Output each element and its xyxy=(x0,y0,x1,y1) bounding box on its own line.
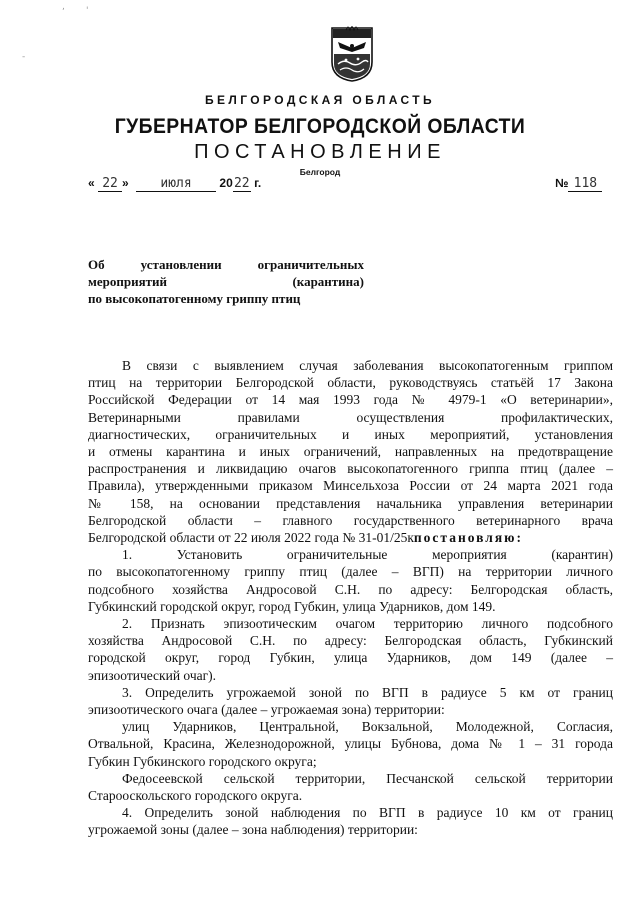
date-year-abbr: г. xyxy=(254,176,262,190)
body-line: по высокопатогенному гриппу птиц (далее – ВГП) на территории личного xyxy=(88,564,613,580)
body-line: городской округ, город Губкин, улица Ударников, дом 149 (далее – xyxy=(88,650,613,666)
decree-body xyxy=(88,357,613,839)
body-line: 2. Признать эпизоотическим очагом территорию личного подсобного xyxy=(122,616,613,632)
date-day: 22 xyxy=(98,177,122,192)
body-line: Российской Федерации от 14 мая 1993 года № 4979-1 «О ветеринарии», xyxy=(88,392,613,408)
body-line: № 158, на основании представления начальника управления ветеринарии xyxy=(88,495,613,511)
subject-line: по высокопатогенному гриппу птиц xyxy=(88,291,301,306)
subject-line: Об установлении ограничительных xyxy=(88,257,364,272)
body-line: Губкинский городской округ, город Губкин, улица Ударников, дом 149. xyxy=(88,598,496,614)
body-line: диагностических, ограничительных и иных мероприятий, установления xyxy=(88,426,613,442)
scan-mark: - xyxy=(22,52,26,62)
body-line: 3. Определить угрожаемой зоной по ВГП в радиусе 5 км от границ xyxy=(122,684,613,700)
date-year-suffix: 22 xyxy=(233,176,250,191)
body-line-text: Белгородской области от 22 июля 2022 года № 31-01/25к xyxy=(88,530,414,546)
date-open-quote: « xyxy=(88,176,95,190)
decree-subject xyxy=(88,256,364,307)
date-month: июля xyxy=(136,177,216,192)
body-line: Правила), утвержденными приказом Минсельхоза России от 24 марта 2021 года xyxy=(88,478,613,494)
body-line xyxy=(88,529,613,546)
body-line: эпизоотический очаг). xyxy=(88,667,217,683)
body-line: и отмены карантина и иных ограничений, направленных на предотвращение xyxy=(88,444,613,460)
body-line: Отвальной, Красина, Железнодорожной, улицы Бубнова, дома № 1 – 31 города xyxy=(88,736,613,752)
body-line: 4. Определить зоной наблюдения по ВГП в радиусе 10 км от границ xyxy=(122,805,613,821)
body-line: В связи с выявлением случая заболевания высокопатогенным гриппом xyxy=(122,358,613,373)
body-line: 1. Установить ограничительные мероприятия (карантин) xyxy=(122,547,613,563)
subject-line: мероприятий (карантина) xyxy=(88,274,364,289)
issue-city: Белгород xyxy=(299,167,341,177)
body-line: Губкин Губкинского городского округа; xyxy=(88,753,317,769)
scan-mark: , xyxy=(62,2,65,12)
body-line: Ветеринарными правилами осуществления профилактических, xyxy=(88,409,613,425)
coat-of-arms-icon xyxy=(330,26,374,82)
document-type: ПОСТАНОВЛЕНИЕ xyxy=(194,141,446,163)
body-line: Белгородской области – главного государственного ветеринарного врача xyxy=(88,512,613,528)
governor-title: ГУБЕРНАТОР БЕЛГОРОДСКОЙ ОБЛАСТИ xyxy=(114,114,526,138)
decree-date xyxy=(88,176,261,192)
body-line: Старооскольского городского округа. xyxy=(88,788,303,804)
body-line: подсобного хозяйства Андросовой С.Н. по адресу: Белгородская область, xyxy=(88,581,613,597)
body-line: распространения и ликвидацию очагов высокопатогенного гриппа птиц (далее – xyxy=(88,461,613,477)
body-line: птиц на территории Белгородской области, руководствуясь статьёй 17 Закона xyxy=(88,375,613,391)
number-value: 118 xyxy=(568,177,602,192)
number-sign: № xyxy=(555,176,569,190)
body-line: эпизоотического очага (далее – угрожаемая зона) территории: xyxy=(88,702,445,718)
body-line: хозяйства Андросовой С.Н. по адресу: Белгородская область, Губкинский xyxy=(88,633,613,649)
body-line: угрожаемой зоны (далее – зона наблюдения) территории: xyxy=(88,822,418,838)
body-line: улиц Ударников, Центральной, Вокзальной, Молодежной, Согласия, xyxy=(122,719,613,735)
scan-mark: ' xyxy=(86,6,89,16)
date-year-prefix: 20 xyxy=(219,176,233,190)
region-name: БЕЛГОРОДСКАЯ ОБЛАСТЬ xyxy=(205,93,435,107)
date-close-quote: » xyxy=(122,176,129,190)
body-line: Федосеевской сельской территории, Песчанской сельской территории xyxy=(122,770,613,786)
decree-number xyxy=(555,176,602,192)
resolve-word: постановляю: xyxy=(413,530,523,546)
